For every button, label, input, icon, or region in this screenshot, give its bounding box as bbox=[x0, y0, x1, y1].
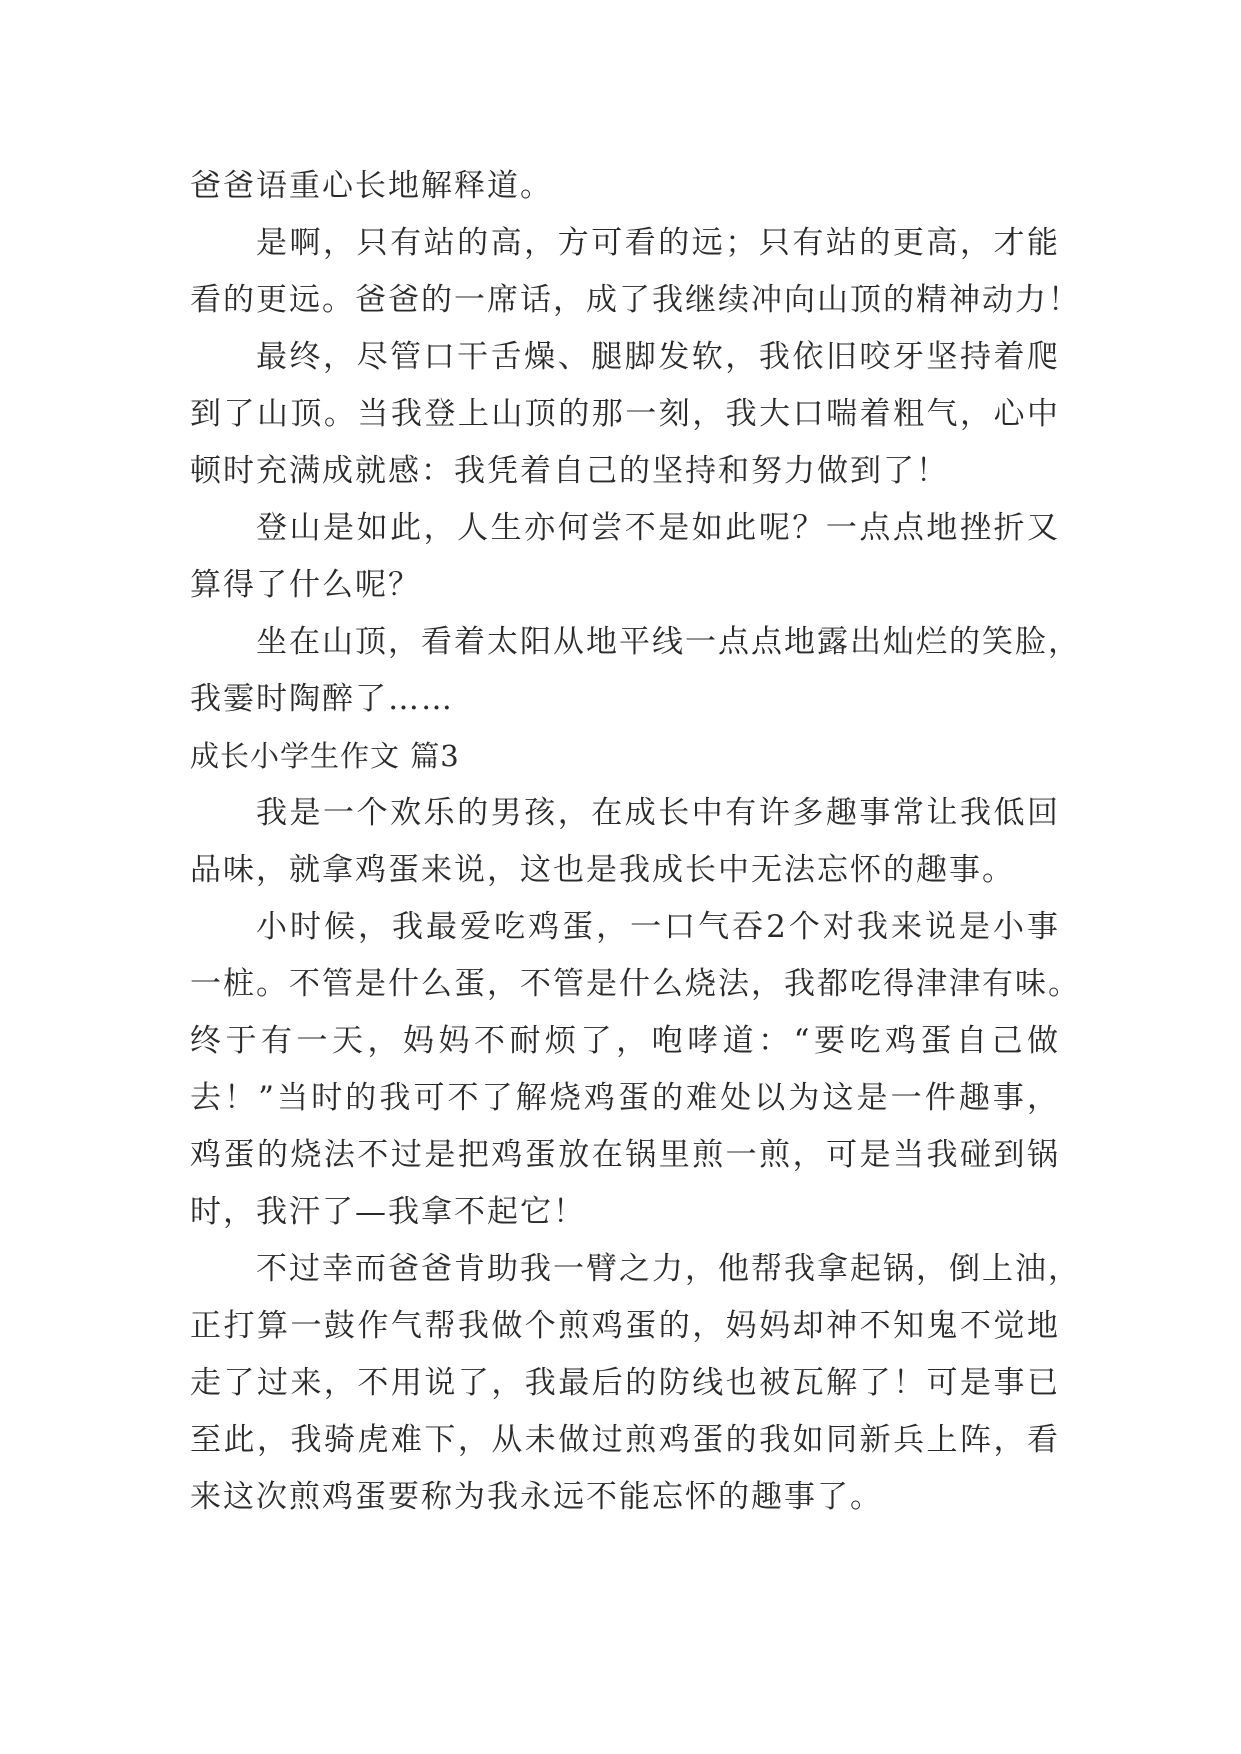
text-line-6: 顿时充满成就感：我凭着自己的坚持和努力做到了！ bbox=[190, 453, 949, 489]
section-heading: 成长小学生作文 篇3 bbox=[190, 739, 460, 773]
text-line-17: 去！”当时的我可不了解烧鸡蛋的难处以为这是一件趣事， bbox=[190, 1080, 1060, 1116]
text-line-23: 至此，我骑虎难下，从未做过煎鸡蛋的我如同新兵上阵，看 bbox=[190, 1422, 1060, 1458]
text-line-22: 走了过来，不用说了，我最后的防线也被瓦解了！可是事已 bbox=[190, 1365, 1060, 1401]
text-line-14: 小时候，我最爱吃鸡蛋，一口气吞2个对我来说是小事 bbox=[256, 909, 1060, 945]
text-line-13: 品味，就拿鸡蛋来说，这也是我成长中无法忘怀的趣事。 bbox=[190, 852, 1015, 888]
text-line-15: 一桩。不管是什么蛋，不管是什么烧法，我都吃得津津有味。 bbox=[190, 966, 1081, 1002]
text-line-21: 正打算一鼓作气帮我做个煎鸡蛋的，妈妈却神不知鬼不觉地 bbox=[190, 1308, 1060, 1344]
text-line-7: 登山是如此，人生亦何尝不是如此呢？一点点地挫折又 bbox=[256, 510, 1060, 546]
text-line-10: 我霎时陶醉了…… bbox=[190, 681, 454, 717]
text-line-12: 我是一个欢乐的男孩，在成长中有许多趣事常让我低回 bbox=[256, 795, 1060, 831]
text-line-9: 坐在山顶，看着太阳从地平线一点点地露出灿烂的笑脸， bbox=[256, 624, 1081, 660]
text-line-3: 看的更远。爸爸的一席话，成了我继续冲向山顶的精神动力！ bbox=[190, 282, 1081, 318]
text-line-1: 爸爸语重心长地解释道。 bbox=[190, 168, 553, 204]
text-line-24: 来这次煎鸡蛋要称为我永远不能忘怀的趣事了。 bbox=[190, 1479, 883, 1515]
text-line-16: 终于有一天，妈妈不耐烦了，咆哮道：“要吃鸡蛋自己做 bbox=[190, 1023, 1060, 1059]
text-line-4: 最终，尽管口干舌燥、腿脚发软，我依旧咬牙坚持着爬 bbox=[256, 339, 1060, 375]
text-line-20: 不过幸而爸爸肯助我一臂之力，他帮我拿起锅，倒上油， bbox=[256, 1251, 1081, 1287]
text-line-2: 是啊，只有站的高，方可看的远；只有站的更高，才能 bbox=[256, 225, 1060, 261]
text-line-19: 时，我汗了—我拿不起它！ bbox=[190, 1194, 586, 1230]
text-line-8: 算得了什么呢？ bbox=[190, 567, 421, 603]
text-line-5: 到了山顶。当我登上山顶的那一刻，我大口喘着粗气，心中 bbox=[190, 396, 1060, 432]
text-line-18: 鸡蛋的烧法不过是把鸡蛋放在锅里煎一煎，可是当我碰到锅 bbox=[190, 1137, 1060, 1173]
document-body bbox=[190, 158, 1081, 1526]
